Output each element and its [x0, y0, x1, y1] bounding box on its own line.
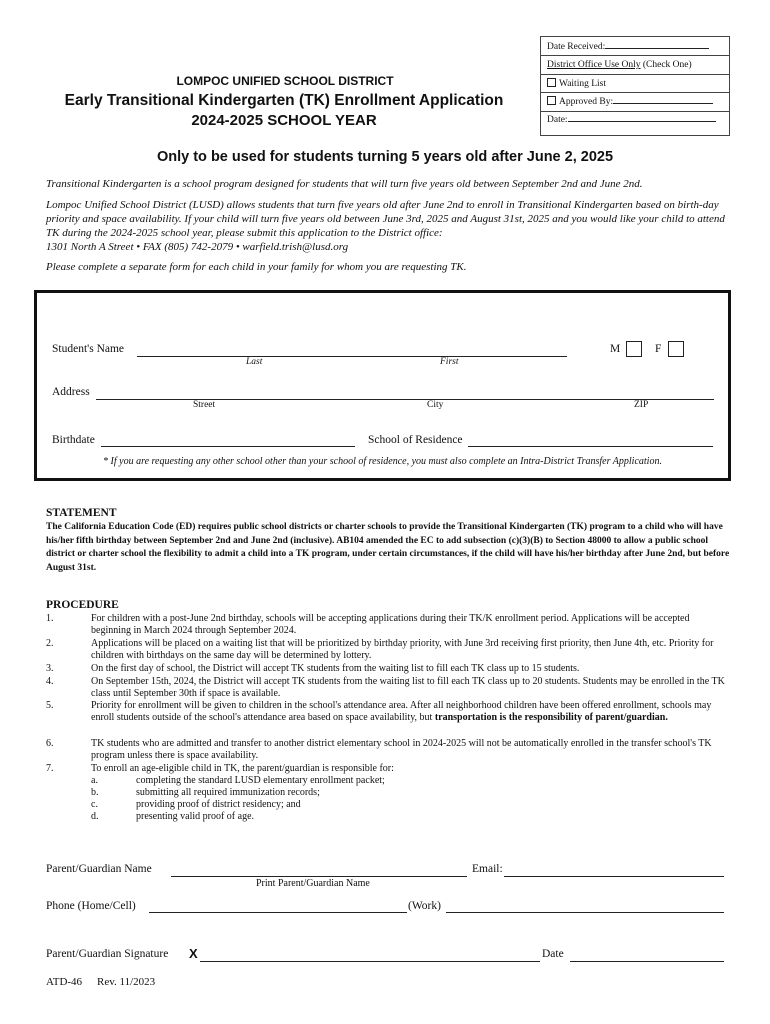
- office-date-label: Date:: [547, 115, 568, 125]
- date-label: Date: [542, 948, 564, 960]
- street-caption: Street: [193, 400, 216, 410]
- phone-label: Phone (Home/Cell): [46, 900, 136, 912]
- work-phone-label: (Work): [408, 900, 441, 912]
- sub-item: providing proof of district residency; and: [136, 799, 301, 810]
- statement-text: The California Education Code (ED) requires public school districts or charter schools to provide the Transitional Kindergarten (TK) program to a child who will have his/her fifth birthday between September 2nd and June 2nd (inclusive). AB104 amended the EC to add subsection (c)(3)(B) to Section 48000 to allow a public school district or charter school the flexibility to admit a child into a TK program, under certain circumstances, if the child will have his/her birthday after June 2nd, but before August 31st.: [46, 522, 730, 573]
- student-name-label: Student's Name: [52, 343, 125, 355]
- last-name-caption: Last: [246, 357, 263, 367]
- school-of-residence-input[interactable]: [468, 446, 713, 447]
- waiting-list-option[interactable]: [547, 78, 606, 89]
- waiting-list-checkbox[interactable]: [547, 78, 556, 87]
- form-id: ATD-46: [46, 976, 83, 988]
- waiting-list-label: Waiting List: [559, 79, 606, 89]
- procedure-item: TK students who are admitted and transfer to another district elementary school in 2024-2025 will not be automatically enrolled in the transfer school's TK program unless there is space availability.: [91, 738, 712, 762]
- eligibility-notice: Only to be used for students turning 5 years old after June 2, 2025: [156, 149, 614, 165]
- approved-by-option[interactable]: [547, 96, 713, 107]
- female-label: F: [655, 343, 662, 355]
- signature-x-mark: X: [189, 946, 198, 961]
- procedure-item-emphasis: transportation is the responsibility of parent/guardian.: [434, 712, 668, 724]
- sub-item: completing the standard LUSD elementary enrollment packet;: [136, 775, 385, 786]
- date-received-field[interactable]: [547, 42, 709, 52]
- procedure-item: To enroll an age-eligible child in TK, the parent/guardian is responsible for:: [91, 763, 394, 774]
- student-name-input[interactable]: [137, 356, 567, 357]
- school-of-residence-label: School of Residence: [368, 434, 463, 446]
- intro-paragraph-3: Please complete a separate form for each child in your family for whom you are requesting TK.: [46, 261, 467, 273]
- sub-item: presenting valid proof of age.: [136, 811, 255, 822]
- date-input[interactable]: [570, 961, 724, 962]
- print-name-caption: Print Parent/Guardian Name: [256, 878, 370, 889]
- procedure-item: Applications will be placed on a waiting list that will be prioritized by birthday priority, with June 3rd receiving first priority, then June 4th, etc. Priority for children with birthdays on the same day will be determined by lottery.: [91, 638, 714, 662]
- procedure-item: On the first day of school, the District will accept TK students from the waiting list to fill each TK class up to 15 students.: [91, 663, 580, 674]
- page-title: Early Transitional Kindergarten (TK) Enrollment Application: [64, 92, 504, 109]
- city-caption: City: [427, 400, 444, 410]
- office-use-label: District Office Use Only: [547, 60, 641, 70]
- procedure-heading: PROCEDURE: [46, 599, 119, 611]
- student-info-box: [34, 290, 731, 481]
- sub-item-letter: a.: [91, 775, 98, 786]
- male-checkbox[interactable]: [626, 341, 642, 357]
- statement-heading: STATEMENT: [46, 507, 117, 519]
- procedure-number: 4.: [46, 676, 54, 687]
- sub-item: submitting all required immunization records;: [136, 787, 320, 798]
- date-received-label: Date Received:: [547, 42, 606, 52]
- male-label: M: [610, 343, 621, 355]
- email-input[interactable]: [504, 876, 724, 877]
- procedure-number: 7.: [46, 763, 54, 774]
- signature-label: Parent/Guardian Signature: [46, 948, 169, 960]
- district-name: LOMPOC UNIFIED SCHOOL DISTRICT: [176, 74, 394, 88]
- district-contact: 1301 North A Street • FAX (805) 742-2079 • warfield.trish@lusd.org: [46, 241, 349, 253]
- sub-item-letter: d.: [91, 811, 99, 822]
- approved-by-checkbox[interactable]: [547, 96, 556, 105]
- birthdate-label: Birthdate: [52, 434, 95, 446]
- sub-item-letter: b.: [91, 787, 99, 798]
- parent-name-label: Parent/Guardian Name: [46, 863, 152, 875]
- procedure-number: 1.: [46, 613, 54, 624]
- procedure-item: For children with a post-June 2nd birthday, schools will be accepting applications during their TK/K enrollment period. Applications will be accepted beginning in March 2024 through September 2024.: [91, 613, 690, 637]
- procedure-item: [91, 700, 727, 725]
- procedure-item: On September 15th, 2024, the District will accept TK students from the waiting list to fill each TK class up to 20 students. Students may be enrolled in the TK class until September 30th if space is available.: [91, 676, 725, 700]
- school-year: 2024-2025 SCHOOL YEAR: [191, 112, 377, 129]
- first-name-caption: First: [440, 357, 459, 367]
- office-date-field[interactable]: [547, 115, 716, 125]
- office-use-heading: [547, 60, 692, 70]
- address-label: Address: [52, 386, 90, 398]
- procedure-item-text: Priority for enrollment will be given to children in the school's attendance area. After all neighborhood children have been offered enrollment, schools may enroll students outside of the school's attendance area based on space availability, but: [91, 700, 712, 724]
- address-input[interactable]: [96, 399, 714, 400]
- zip-caption: ZIP: [634, 400, 649, 410]
- birthdate-input[interactable]: [101, 446, 355, 447]
- parent-name-input[interactable]: [171, 876, 467, 877]
- revision-date: Rev. 11/2023: [97, 976, 156, 988]
- signature-input[interactable]: [200, 961, 540, 962]
- district-office-box: [540, 36, 730, 136]
- transfer-note: * If you are requesting any other school other than your school of residence, you must also complete an Intra-District Transfer Application.: [103, 456, 662, 467]
- email-label: Email:: [472, 863, 503, 875]
- phone-home-input[interactable]: [149, 912, 407, 913]
- sub-item-letter: c.: [91, 799, 98, 810]
- intro-paragraph-2: Lompoc Unified School District (LUSD) allows students that turn five years old after June 2nd to enroll in Transitional Kindergarten based on birth-day priority and space availability. If your child will turn five years old between June 3rd, 2025 and August 31st, 2025 and you would like your child to attend TK during the 2024-2025 school year, please submit this application to the District office:: [46, 199, 725, 239]
- intro-paragraph-1: Transitional Kindergarten is a school program designed for students that will turn five years old between September 2nd and June 2nd.: [46, 178, 643, 190]
- procedure-number: 3.: [46, 663, 54, 674]
- procedure-number: 2.: [46, 638, 54, 649]
- procedure-number: 5.: [46, 700, 54, 711]
- female-checkbox[interactable]: [668, 341, 684, 357]
- check-one-label: (Check One): [642, 60, 692, 70]
- phone-work-input[interactable]: [446, 912, 724, 913]
- approved-by-label: Approved By:: [559, 97, 614, 107]
- procedure-number: 6.: [46, 738, 54, 749]
